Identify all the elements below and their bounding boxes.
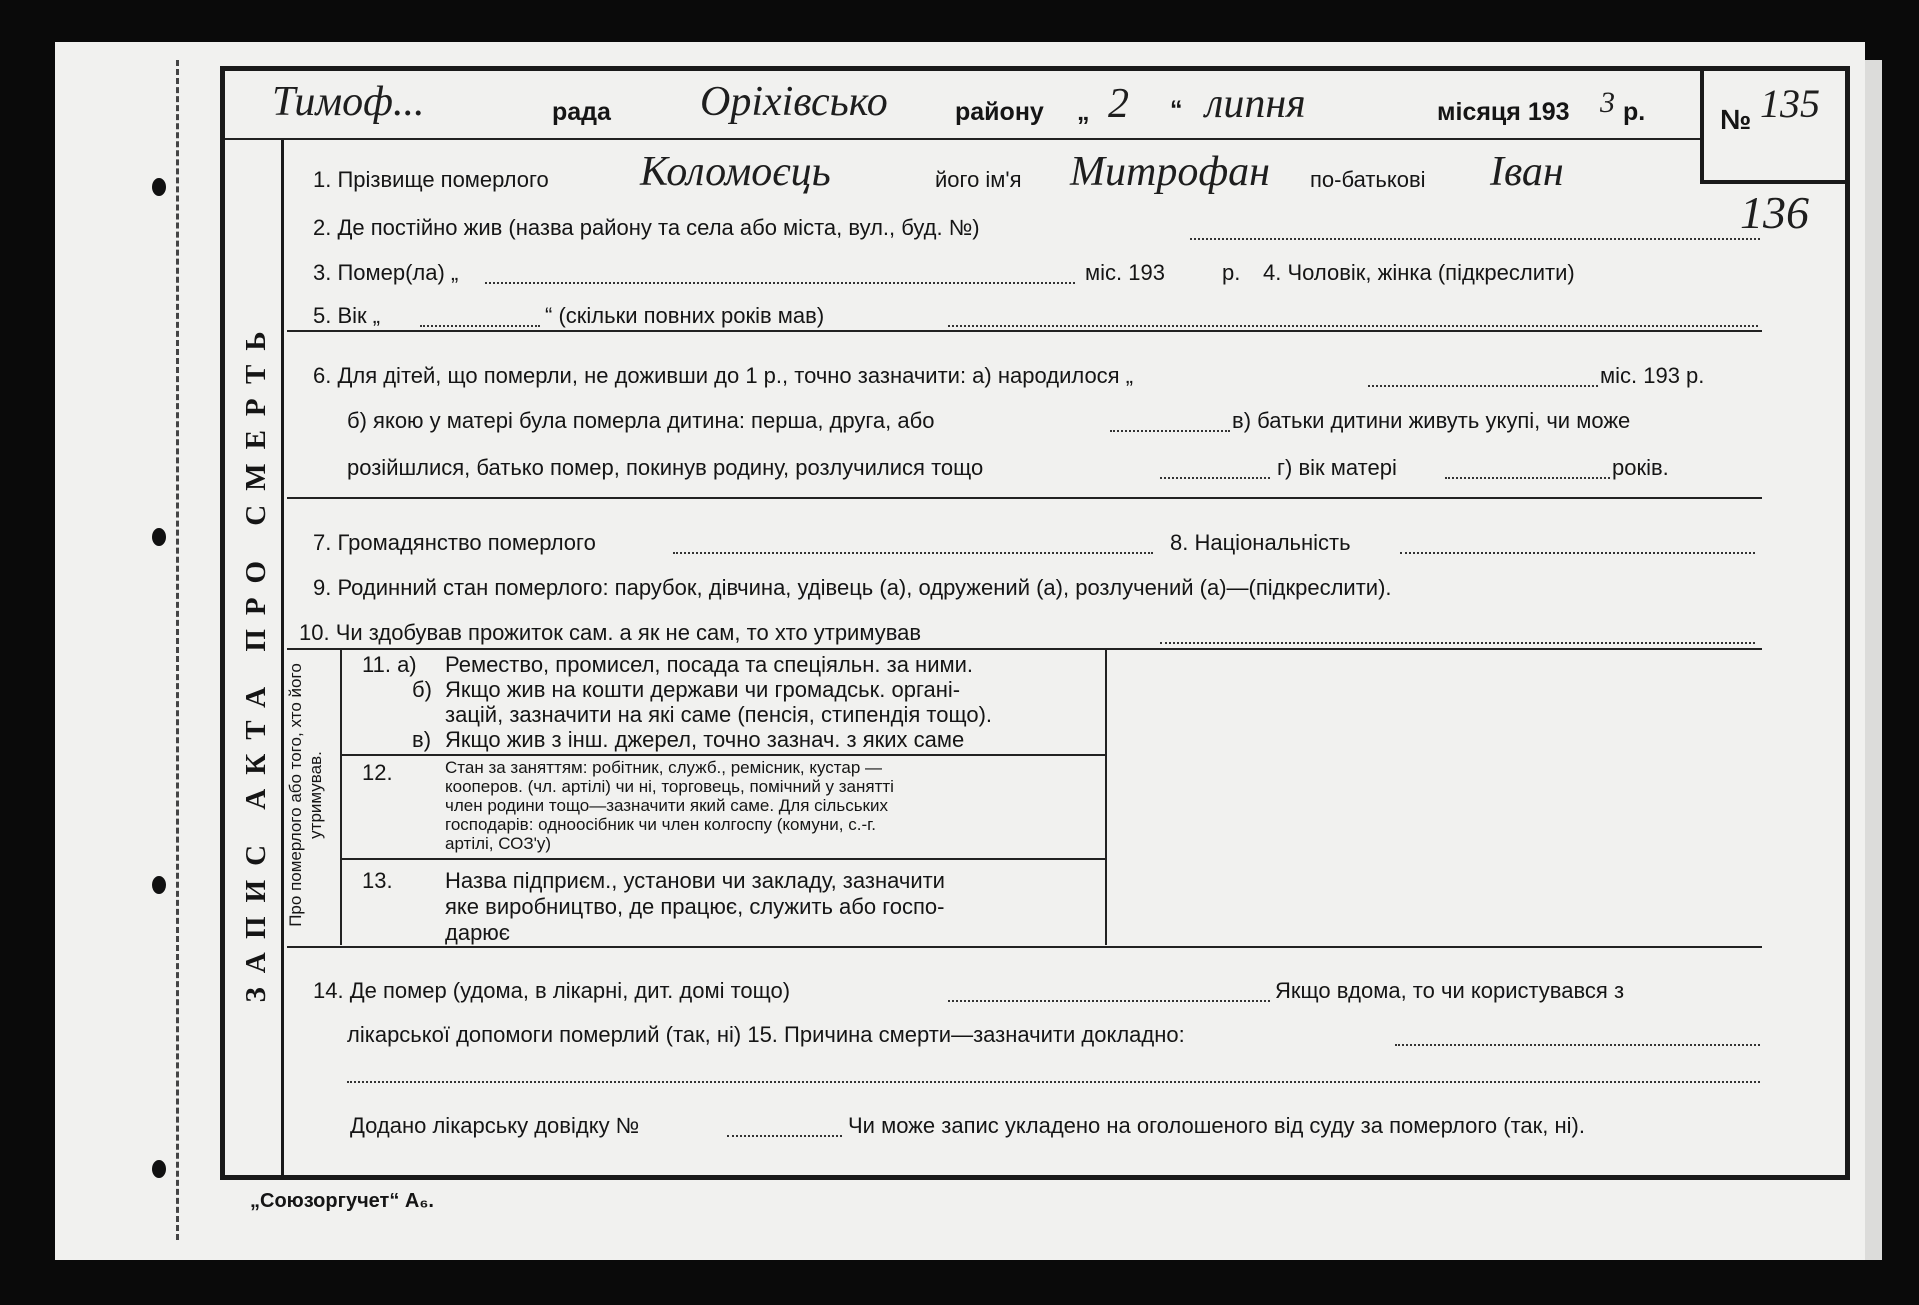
field-6-line2b: в) батьки дитини живуть укупі, чи може — [1232, 408, 1631, 433]
month-label: місяця 193 — [1437, 98, 1570, 126]
field-13-number: 13. — [362, 868, 393, 893]
field-14-line1: 14. Де помер (удома, в лікарні, дит. домі тощо) — [313, 978, 791, 1003]
divider-2 — [287, 497, 1762, 499]
field-12-line3: член родини тощо—зазначити який саме. Для сільських — [445, 796, 888, 815]
patronymic-handwritten: Іван — [1490, 149, 1564, 195]
field-6-line1: 6. Для дітей, що померли, не доживши до 1 р., точно зазначити: а) народилося „ — [313, 363, 1134, 388]
field-16-line — [727, 1119, 842, 1137]
field-6-line1-month: міс. 193 р. — [1600, 363, 1705, 388]
side-note: Про померлого або того, хто його утримував. — [286, 663, 325, 927]
field-11-c: Якщо жив з інш. джерел, точно зазнач. з яких саме — [445, 727, 965, 752]
year-suffix: р. — [1623, 98, 1646, 126]
field-2-line — [1190, 222, 1760, 240]
perforation-line — [176, 60, 179, 1240]
month-handwritten: липня — [1205, 81, 1306, 127]
field-7-label: 7. Громадянство померлого — [313, 530, 596, 555]
quote-close: “ — [1170, 96, 1183, 124]
field-11-b2: зацій, зазначити на які саме (пенсія, стипендія тощо). — [445, 702, 993, 727]
number-handwritten: 135 — [1760, 81, 1820, 126]
field-11-c-label: в) — [412, 727, 432, 752]
field-10-label: 10. Чи здобував прожиток сам. а як не сам, то хто утримував — [299, 620, 922, 645]
field-5-rest: “ (скільки повних років мав) — [545, 303, 825, 328]
field-11-number: 11. а) — [362, 652, 417, 677]
field-16b-label: Чи може запис укладено на оголошеного від суду за померлого (так, ні). — [848, 1113, 1585, 1138]
field-6-line3c: років. — [1612, 455, 1669, 480]
field-12-number: 12. — [362, 760, 393, 785]
field-12-line4: господарів: одноосібник чи член колгоспу (комуни, с.-г. — [445, 815, 876, 834]
field-11-a: Ремество, промисел, посада та спеціяльн. за ними. — [445, 652, 974, 677]
field-7-line — [673, 536, 1153, 554]
divider-4 — [287, 946, 1762, 948]
punch-hole — [152, 1160, 166, 1178]
field-13-line2: яке виробництво, де працює, служить або госпо- — [445, 894, 945, 919]
district-handwritten: Оріхівсько — [700, 79, 888, 125]
field-15-line2 — [347, 1065, 1760, 1083]
field-10-line — [1160, 626, 1755, 644]
field-13-line3: дарює — [445, 920, 511, 945]
field-6-order-line — [1110, 414, 1230, 432]
field-6-birth-line — [1368, 369, 1598, 387]
table-divider-1 — [340, 754, 1105, 756]
council-label: рада — [552, 98, 611, 126]
field-14-line — [948, 984, 1270, 1002]
field-3-label: 3. Помер(ла) „ — [313, 260, 459, 285]
field-1-label: 1. Прізвище померлого — [313, 167, 549, 192]
header-divider — [225, 138, 1700, 140]
field-5-tail-line — [948, 309, 1758, 327]
field-5-line — [420, 309, 540, 327]
field-15-line — [1395, 1028, 1760, 1046]
district-label: району — [955, 98, 1044, 126]
publisher-footer: „Союзоргучет“ А₆. — [250, 1190, 434, 1212]
field-12-line5: артілі, СОЗ'у) — [445, 834, 552, 853]
field-2-label: 2. Де постійно жив (назва району та села або міста, вул., буд. №) — [313, 215, 980, 240]
field-14-line1b: Якщо вдома, то чи користувався з — [1275, 978, 1625, 1003]
field-16-label: Додано лікарську довідку № — [350, 1113, 640, 1138]
quote-open: „ — [1077, 98, 1090, 126]
field-8-label: 8. Національність — [1170, 530, 1351, 555]
field-3-line — [485, 266, 1075, 284]
punch-hole — [152, 876, 166, 894]
field-4-label: 4. Чоловік, жінка (підкреслити) — [1263, 260, 1575, 285]
year-handwritten: 3 — [1600, 86, 1615, 119]
number-label: № — [1720, 104, 1752, 135]
table-divider-2 — [340, 858, 1105, 860]
field-6-line2a: б) якою у матері була померла дитина: перша, друга, або — [347, 408, 935, 433]
punch-hole — [152, 528, 166, 546]
name-label: його ім'я — [935, 167, 1022, 192]
name-handwritten: Митрофан — [1070, 149, 1270, 195]
field-12-line1: Стан за заняттям: робітник, служб., ремісник, кустар — — [445, 758, 883, 777]
divider-1 — [287, 330, 1762, 332]
patronymic-label: по-батькові — [1310, 167, 1426, 192]
field-8-line — [1400, 536, 1755, 554]
number-corrected: 136 — [1740, 187, 1809, 238]
field-14-line2: лікарської допомоги померлий (так, ні) 15. Причина смерти—зазначити докладно: — [347, 1022, 1185, 1047]
field-6-line3a: розійшлися, батько помер, покинув родину, розлучилися тощо — [347, 455, 984, 480]
field-9-label: 9. Родинний стан померлого: парубок, дівчина, удівець (а), одружений (а), розлучений (а)—(підкреслити). — [313, 575, 1392, 600]
field-12-line2: кооперов. (чл. артілі) чи ні, торговець, помічний у занятті — [445, 777, 894, 796]
side-title: ЗАПИС АКТА ПРО СМЕРТЬ — [240, 317, 272, 1003]
surname-handwritten: Коломоєць — [640, 149, 831, 195]
field-13-line1: Назва підприєм., установи чи закладу, зазначити — [445, 868, 945, 893]
punch-hole — [152, 178, 166, 196]
field-3-month: міс. 193 — [1085, 260, 1165, 285]
field-6-line3b: г) вік матері — [1277, 455, 1397, 480]
field-11-b-label: б) — [412, 677, 432, 702]
field-6-parents-line — [1160, 461, 1270, 479]
council-handwritten: Тимоф... — [272, 79, 425, 125]
field-5-label: 5. Вік „ — [313, 303, 381, 328]
field-11-b: Якщо жив на кошти держави чи громадськ. органі- — [445, 677, 961, 702]
day-handwritten: 2 — [1108, 81, 1129, 127]
field-6-mother-age-line — [1445, 461, 1610, 479]
field-3-year: р. — [1222, 260, 1241, 285]
